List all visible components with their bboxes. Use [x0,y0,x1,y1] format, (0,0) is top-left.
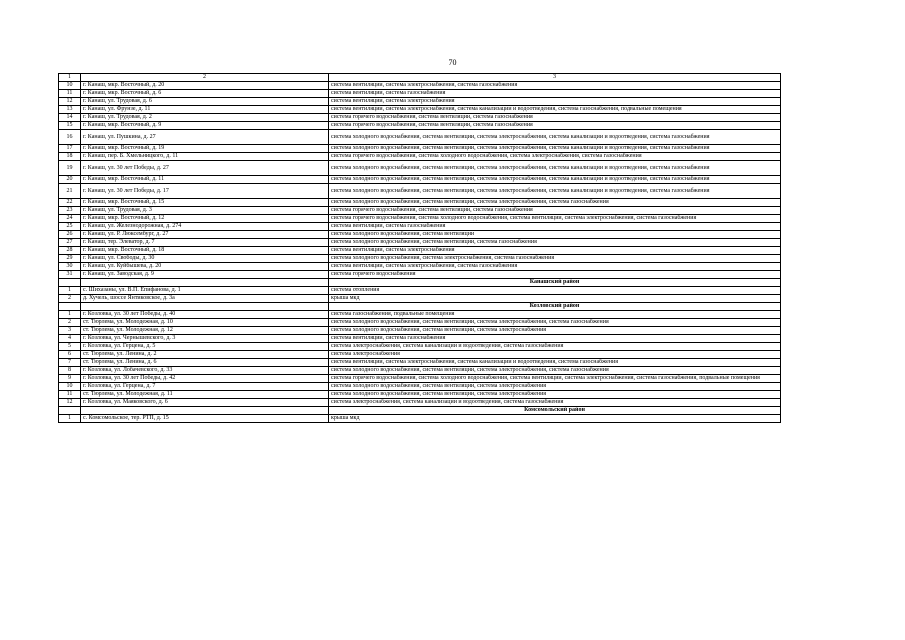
row-systems: система горячего водоснабжения [329,271,781,279]
row-address: г. Канаш, ул. Трудовая, д. 2 [81,114,329,122]
row-systems: система холодного водоснабжения, система вентиляции, система газоснабжения [329,239,781,247]
row-systems: система горячего водоснабжения, система холодного водоснабжения, система электроснабжения, система газоснабжения [329,153,781,161]
table-row [59,415,781,423]
row-number: 9 [59,375,81,383]
table-row [59,215,781,223]
table-row [59,153,781,161]
row-number: 23 [59,207,81,215]
section-title: Комсомольский район [329,407,781,415]
row-address: д. Хучель, шоссе Янтиковское, д. 3а [81,295,329,303]
table-row [59,239,781,247]
row-number: 10 [59,82,81,90]
row-address: г. Канаш, ул. Трудовая, д. 3 [81,207,329,215]
section-number-cell [59,407,81,415]
row-address: ст. Тюрлема, ул. Молодежная, д. 10 [81,319,329,327]
row-address: г. Канаш, мкр. Восточный, д. 9 [81,122,329,130]
table-row [59,271,781,279]
row-number: 31 [59,271,81,279]
row-address: ст. Тюрлема, ул. Ленина, д. 6 [81,359,329,367]
table-row [59,311,781,319]
row-address: г. Канаш, ул. 30 лет Победы, д. 17 [81,184,329,199]
section-title: Канашский район [329,279,781,287]
table-row [59,176,781,184]
table-row [59,263,781,271]
row-systems: система вентиляции, система электроснабжения [329,98,781,106]
row-number: 2 [59,319,81,327]
row-systems: система холодного водоснабжения, система вентиляции, система электроснабжения [329,327,781,335]
row-systems: крыша мкд [329,295,781,303]
table-row [59,287,781,295]
table-header-row [59,74,781,82]
row-systems: система холодного водоснабжения, система вентиляции, система электроснабжения [329,391,781,399]
row-number: 5 [59,343,81,351]
table-row [59,90,781,98]
section-title: Козловский район [329,303,781,311]
row-systems: система электроснабжения, система канализации и водоотведения, система газоснабжения [329,343,781,351]
section-address-cell [81,279,329,287]
row-number: 22 [59,199,81,207]
table-row [59,130,781,145]
row-address: с. Шихазаны, ул. В.П. Епифанова, д. 1 [81,287,329,295]
row-systems: система горячего водоснабжения, система вентиляции, система газоснабжения [329,114,781,122]
row-number: 20 [59,176,81,184]
row-address: ст. Тюрлема, ул. Молодежная, д. 12 [81,327,329,335]
table-row [59,98,781,106]
row-systems: система электроснабжения, система канализации и водоотведения, система газоснабжения [329,399,781,407]
row-number: 15 [59,122,81,130]
row-address: г. Канаш, мкр. Восточный, д. 20 [81,82,329,90]
row-address: г. Канаш, ул. Р. Люксембург, д. 27 [81,231,329,239]
section-number-cell [59,303,81,311]
table-row [59,255,781,263]
table-row [59,145,781,153]
row-number: 1 [59,287,81,295]
row-systems: система холодного водоснабжения, система вентиляции, система электроснабжения, система канализации и водоотведения, система газоснабжения [329,145,781,153]
row-systems: система холодного водоснабжения, система вентиляции, система электроснабжения, система канализации и водоотведения, система газоснабжения [329,184,781,199]
table-row [59,161,781,176]
row-systems: система вентиляции, система электроснабжения, система канализации и водоотведения, система газоснабжения [329,359,781,367]
row-systems: система отопления [329,287,781,295]
row-number: 18 [59,153,81,161]
table-row [59,114,781,122]
table-row [59,343,781,351]
table-row [59,184,781,199]
row-systems: система горячего водоснабжения, система вентиляции, система газоснабжения [329,122,781,130]
row-number: 12 [59,98,81,106]
row-number: 7 [59,359,81,367]
table-row [59,223,781,231]
row-address: г. Канаш, мкр. Восточный, д. 12 [81,215,329,223]
table-row [59,199,781,207]
table-row [59,207,781,215]
row-systems: система вентиляции, система газоснабжения [329,335,781,343]
row-number: 11 [59,90,81,98]
row-address: г. Канаш, мкр. Восточный, д. 11 [81,176,329,184]
row-systems: система вентиляции, система электроснабжения [329,247,781,255]
row-number: 21 [59,184,81,199]
section-header-row [59,407,781,415]
row-number: 2 [59,295,81,303]
row-number: 8 [59,367,81,375]
row-number: 3 [59,327,81,335]
table-row [59,247,781,255]
row-address: г. Козловка, ул. Герцена, д. 7 [81,383,329,391]
row-address: ст. Тюрлема, ул. Молодежная, д. 11 [81,391,329,399]
row-address: г. Канаш, ул. Фрунзе, д. 11 [81,106,329,114]
table-row [59,383,781,391]
table-row [59,359,781,367]
row-systems: система холодного водоснабжения, система вентиляции, система электроснабжения, система канализации и водоотведения, система газоснабжения [329,176,781,184]
row-number: 27 [59,239,81,247]
row-systems: система холодного водоснабжения, система вентиляции [329,231,781,239]
systems-table-body [59,74,781,423]
table-row [59,327,781,335]
table-row [59,399,781,407]
row-systems: система холодного водоснабжения, система вентиляции, система электроснабжения [329,383,781,391]
table-row [59,319,781,327]
row-number: 12 [59,399,81,407]
table-row [59,82,781,90]
row-address: г. Козловка, ул. Чернышевского, д. 3 [81,335,329,343]
row-address: г. Канаш, ул. Заводская, д. 9 [81,271,329,279]
systems-table [58,73,781,423]
row-address: с. Комсомольское, тер. РТП, д. 15 [81,415,329,423]
table-row [59,295,781,303]
row-address: г. Канаш, мкр. Восточный, д. 6 [81,90,329,98]
row-systems: система газоснабжения, подвальные помещения [329,311,781,319]
row-number: 1 [59,415,81,423]
row-address: г. Канаш, ул. Свободы, д. 30 [81,255,329,263]
page-number: 70 [448,58,457,67]
table-row [59,375,781,383]
row-number: 6 [59,351,81,359]
row-systems: система холодного водоснабжения, система вентиляции, система электроснабжения, система газоснабжения [329,199,781,207]
row-number: 14 [59,114,81,122]
table-row [59,335,781,343]
row-address: г. Козловка, ул. Лобачевского, д. 33 [81,367,329,375]
row-number: 1 [59,311,81,319]
section-address-cell [81,407,329,415]
row-address: г. Канаш, ул. Трудовая, д. 6 [81,98,329,106]
row-address: г. Канаш, ул. Куйбышева, д. 20 [81,263,329,271]
row-systems: система горячего водоснабжения, система холодного водоснабжения, система вентиляции, система электроснабжения, система газоснабжения [329,215,781,223]
row-address: г. Канаш, ул. 30 лет Победы, д. 27 [81,161,329,176]
row-number: 10 [59,383,81,391]
section-address-cell [81,303,329,311]
table-row [59,391,781,399]
section-header-row [59,303,781,311]
row-systems: крыша мкд [329,415,781,423]
row-systems: система горячего водоснабжения, система холодного водоснабжения, система вентиляции, система электроснабжения, система газоснабжения, подвальные помещения [329,375,781,383]
table-row [59,122,781,130]
row-number: 24 [59,215,81,223]
row-number: 25 [59,223,81,231]
row-systems: система вентиляции, система газоснабжения [329,223,781,231]
row-address: г. Канаш, тер. Элеватор, д. 7 [81,239,329,247]
row-systems: система вентиляции, система электроснабжения, система канализации и водоотведения, система газоснабжения, подвальные помещения [329,106,781,114]
row-address: г. Канаш, ул. Пушкина, д. 27 [81,130,329,145]
row-address: г. Канаш, мкр. Восточный, д. 15 [81,199,329,207]
row-address: ст. Тюрлема, ул. Ленина, д. 2 [81,351,329,359]
row-number: 4 [59,335,81,343]
row-address: г. Козловка, ул. Герцена, д. 5 [81,343,329,351]
row-number: 13 [59,106,81,114]
row-systems: система холодного водоснабжения, система вентиляции, система электроснабжения, система газоснабжения [329,319,781,327]
table-row [59,367,781,375]
row-number: 26 [59,231,81,239]
row-address: г. Козловка, ул. Маяковского, д. 6 [81,399,329,407]
row-systems: система холодного водоснабжения, система вентиляции, система электроснабжения, система газоснабжения [329,367,781,375]
row-systems: система холодного водоснабжения, система вентиляции, система электроснабжения, система канализации и водоотведения, система газоснабжения [329,130,781,145]
row-address: г. Канаш, мкр. Восточный, д. 19 [81,145,329,153]
row-systems: система вентиляции, система электроснабжения, система газоснабжения [329,82,781,90]
row-address: г. Козловка, ул. 30 лет Победы, д. 42 [81,375,329,383]
table-row [59,351,781,359]
header-col-address: 2 [81,74,329,82]
table-row [59,231,781,239]
row-number: 17 [59,145,81,153]
row-address: г. Канаш, пер. Б. Хмельницкого, д. 11 [81,153,329,161]
row-number: 29 [59,255,81,263]
section-number-cell [59,279,81,287]
table-row [59,106,781,114]
row-number: 30 [59,263,81,271]
row-address: г. Козловка, ул. 30 лет Победы, д. 40 [81,311,329,319]
row-number: 11 [59,391,81,399]
header-col-number: 1 [59,74,81,82]
row-systems: система вентиляции, система газоснабжения [329,90,781,98]
row-systems: система холодного водоснабжения, система электроснабжения, система газоснабжения [329,255,781,263]
row-systems: система электроснабжения [329,351,781,359]
row-systems: система вентиляции, система электроснабжения, система газоснабжения [329,263,781,271]
row-systems: система горячего водоснабжения, система вентиляции, система газоснабжения [329,207,781,215]
row-systems: система холодного водоснабжения, система вентиляции, система электроснабжения, система канализации и водоотведения, система газоснабжения [329,161,781,176]
header-col-systems: 3 [329,74,781,82]
section-header-row [59,279,781,287]
row-number: 16 [59,130,81,145]
row-number: 28 [59,247,81,255]
row-address: г. Канаш, ул. Железнодорожная, д. 274 [81,223,329,231]
row-address: г. Канаш, мкр. Восточный, д. 18 [81,247,329,255]
row-number: 19 [59,161,81,176]
